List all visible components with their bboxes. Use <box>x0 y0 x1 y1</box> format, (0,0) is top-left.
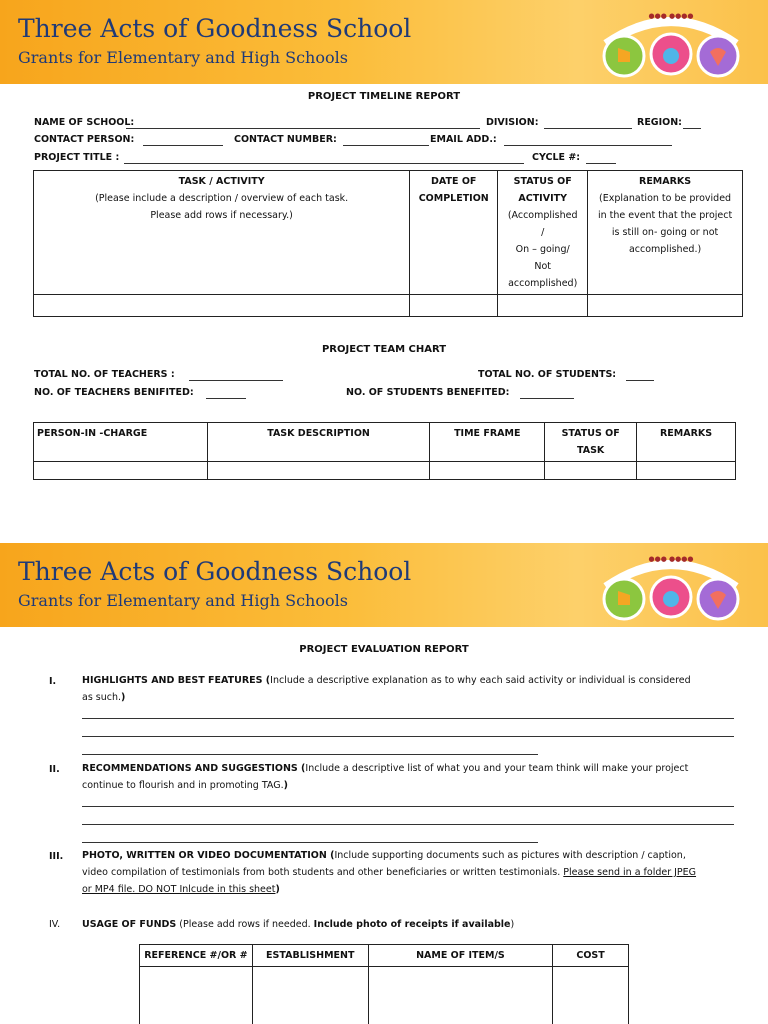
team-cell[interactable] <box>207 462 430 480</box>
timeline-cell[interactable] <box>498 295 588 317</box>
timeline-col-date: DATE OF COMPLETION <box>410 171 498 295</box>
number-label: CONTACT NUMBER: <box>234 134 337 145</box>
funds-col-establishment: ESTABLISHMENT <box>252 945 368 967</box>
section-3-number: III. <box>49 851 64 862</box>
team-col-remarks: REMARKS <box>637 423 736 462</box>
section-2-line[interactable] <box>82 824 734 825</box>
funds-cell[interactable] <box>140 967 253 1024</box>
tag-logo-icon <box>596 547 746 623</box>
students-benefited-label: NO. OF STUDENTS BENEFITED: <box>346 387 510 398</box>
table-row <box>34 462 736 480</box>
funds-col-ref: REFERENCE #/OR # <box>140 945 253 967</box>
school-label: NAME OF SCHOOL: <box>34 117 135 128</box>
timeline-cell[interactable] <box>34 295 410 317</box>
cycle-label: CYCLE #: <box>532 152 581 163</box>
team-col-person: PERSON-IN -CHARGE <box>34 423 208 462</box>
header-banner <box>0 0 768 84</box>
team-cell[interactable] <box>545 462 637 480</box>
funds-cell[interactable] <box>252 967 368 1024</box>
table-row <box>140 967 629 1024</box>
division-field[interactable] <box>544 128 632 129</box>
section-1-line[interactable] <box>82 718 734 719</box>
teachers-benefited-field[interactable] <box>206 398 246 399</box>
contact-label: CONTACT PERSON: <box>34 134 135 145</box>
project-title-label: PROJECT TITLE : <box>34 152 120 163</box>
project-title-field[interactable] <box>124 163 524 164</box>
region-field[interactable] <box>683 128 701 129</box>
section-2-text: RECOMMENDATIONS AND SUGGESTIONS (Include a descriptive list of what you and your team think will make your project continue to flourish and in promoting TAG.) <box>82 763 689 791</box>
school-field[interactable] <box>126 128 480 129</box>
section-2-line[interactable] <box>82 842 538 843</box>
team-cell[interactable] <box>637 462 736 480</box>
timeline-col-status: STATUS OF ACTIVITY (Accomplished / On – going/ Not accomplished) <box>498 171 588 295</box>
team-cell[interactable] <box>34 462 208 480</box>
svg-text:●●● ●●●●: ●●● ●●●● <box>648 12 694 20</box>
section-2-number: II. <box>49 764 60 775</box>
funds-cell[interactable] <box>368 967 552 1024</box>
timeline-cell[interactable] <box>588 295 743 317</box>
team-cell[interactable] <box>430 462 545 480</box>
region-label: REGION: <box>637 117 682 128</box>
school-subtitle-2: Grants for Elementary and High Schools <box>18 591 348 610</box>
timeline-col-task: TASK / ACTIVITY (Please include a description / overview of each task. Please add rows if necessary.) <box>34 171 410 295</box>
cycle-field[interactable] <box>586 163 616 164</box>
teachers-field[interactable] <box>189 380 283 381</box>
team-col-status: STATUS OF TASK <box>545 423 637 462</box>
number-field[interactable] <box>343 145 429 146</box>
funds-col-cost: COST <box>553 945 629 967</box>
school-title-2: Three Acts of Goodness School <box>18 557 412 586</box>
section-2-line[interactable] <box>82 806 734 807</box>
timeline-heading: PROJECT TIMELINE REPORT <box>307 91 461 102</box>
email-label: EMAIL ADD.: <box>430 134 497 145</box>
evaluation-heading: PROJECT EVALUATION REPORT <box>299 644 469 655</box>
teachers-benefited-label: NO. OF TEACHERS BENIFITED: <box>34 387 194 398</box>
section-1-number: I. <box>49 676 57 687</box>
section-1-text: HIGHLIGHTS AND BEST FEATURES (Include a descriptive explanation as to why each said activity or individual is considered as such.) <box>82 675 691 703</box>
team-table <box>33 422 736 480</box>
students-benefited-field[interactable] <box>520 398 574 399</box>
timeline-col-remarks: REMARKS (Explanation to be provided in the event that the project is still on- going or not accomplished.) <box>588 171 743 295</box>
email-field[interactable] <box>504 145 672 146</box>
svg-text:●●● ●●●●: ●●● ●●●● <box>648 555 694 563</box>
section-1-line[interactable] <box>82 736 734 737</box>
funds-cell[interactable] <box>553 967 629 1024</box>
team-heading: PROJECT TEAM CHART <box>321 344 447 355</box>
teachers-label: TOTAL NO. OF TEACHERS : <box>34 369 175 380</box>
team-col-time: TIME FRAME <box>430 423 545 462</box>
tag-logo-icon <box>596 4 746 80</box>
section-1-line[interactable] <box>82 754 538 755</box>
funds-col-item: NAME OF ITEM/S <box>368 945 552 967</box>
contact-field[interactable] <box>143 145 223 146</box>
section-4-number: IV. <box>49 919 61 930</box>
timeline-cell[interactable] <box>410 295 498 317</box>
school-subtitle: Grants for Elementary and High Schools <box>18 48 348 67</box>
students-label: TOTAL NO. OF STUDENTS: <box>478 369 617 380</box>
section-4-text: USAGE OF FUNDS (Please add rows if needed. Include photo of receipts if available) <box>82 919 515 930</box>
table-row <box>34 295 743 317</box>
timeline-table <box>33 170 743 317</box>
school-title: Three Acts of Goodness School <box>18 14 412 43</box>
division-label: DIVISION: <box>486 117 539 128</box>
funds-table <box>139 944 629 1024</box>
header-banner-2 <box>0 543 768 627</box>
students-field[interactable] <box>626 380 654 381</box>
team-col-task: TASK DESCRIPTION <box>207 423 430 462</box>
section-3-text: PHOTO, WRITTEN OR VIDEO DOCUMENTATION (Include supporting documents such as pictures with description / caption, video compilation of testimonials from both students and other beneficiaries or written testimonials. Please send in a folder JPEG or MP4 file. DO NOT Inlcude in this sheet) <box>82 850 697 895</box>
